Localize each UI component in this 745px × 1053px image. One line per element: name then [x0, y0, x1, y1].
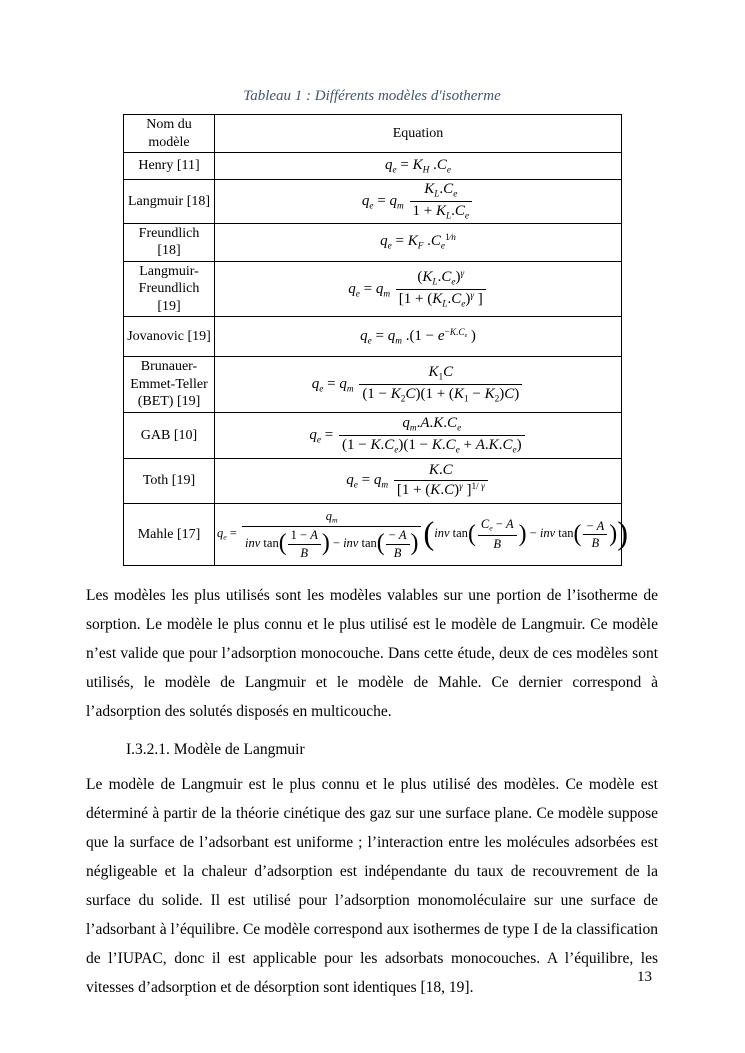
table-row: [124, 261, 622, 317]
model-name-cell: GAB [10]: [124, 412, 215, 458]
equation: $q_e = q_m$ $.(1 - e^{-K.C_e}$ ): [360, 327, 476, 347]
equation: $q_e = q_m$ $\frac{(K_L.C_e)^\gamma}{[1 + (K_L.C_e)^\gamma ]}$: [348, 281, 488, 297]
equation: $q_e = q_m$ $\frac{K.C}{[1 + (K.C)^\gamma ]^{1/ \gamma}}$: [346, 472, 489, 488]
column-header-model-name: Nom du modèle: [124, 115, 215, 153]
model-equation-cell: [215, 458, 622, 503]
model-name-cell: Jovanovic [19]: [124, 317, 215, 357]
table-header-row: [124, 115, 622, 153]
model-name-cell: Freundlich [18]: [124, 223, 215, 261]
model-equation-cell: [215, 317, 622, 357]
model-equation-cell: [215, 223, 622, 261]
column-header-equation: Equation: [215, 115, 622, 153]
model-name-cell: Toth [19]: [124, 458, 215, 503]
model-equation-cell: [215, 357, 622, 413]
paragraph-langmuir-model: Le modèle de Langmuir est le plus connu et le plus utilisé des modèles. Ce modèle est déterminé à partir de la théorie cinétique des gaz sur une surface plane. Ce modèle suppose que la surface de l’adsorbant est uniforme ; l’interaction entre les molécules adsorbées est négligeable et la chaleur d’adsorption est indépendante du taux de recouvrement de la surface du solide. Il est utilisé pour l’adsorption monomoléculaire sur une surface de l’adsorbant à l’équilibre. Ce modèle correspond aux isothermes de type I de la classification de l’IUPAC, donc il est applicable pour les adsorbats monocouches. A l’équilibre, les vitesses d’adsorption et de désorption sont identiques [18, 19].: [86, 775, 658, 996]
equation: $q_e = K_F$ $.C_e^{1⁄n}$: [380, 233, 456, 252]
equation: $q_e$ = $q_m$ inv tan( $\frac{1 - A}{B}$ ) − inv tan( $\frac{- A}{B}$ ) (inv tan( $\frac{C_e - A}{B}$ ) − inv tan( $\frac{- A}{B}$ )): [217, 508, 629, 560]
model-name-cell: Henry [11]: [124, 153, 215, 180]
equation: $q_e$ = $\frac{q_m.A.K.C_e}{(1 - K.C_e)(1 - K.C_e + A.K.C_e)}$: [309, 427, 526, 443]
equation: $q_e = K_H$ $.C_e$: [385, 157, 451, 176]
page-number: 13: [637, 969, 652, 985]
model-equation-cell: [215, 180, 622, 224]
model-equation-cell: [215, 261, 622, 317]
table-row: [124, 153, 622, 180]
table-row: [124, 357, 622, 413]
equation: $q_e = q_m$ $\frac{K_L.C_e}{1 + K_L.C_e}$: [362, 193, 474, 209]
equation: $q_e = q_m$ $\frac{K_1C}{(1 - K_2C)(1 + (K_1 - K_2)C)}$: [312, 376, 525, 392]
model-equation-cell: [215, 412, 622, 458]
section-heading: I.3.2.1. Modèle de Langmuir: [126, 740, 305, 758]
model-name-cell: Langmuir [18]: [124, 180, 215, 224]
table-row: [124, 223, 622, 261]
table-caption: Tableau 1 : Différents modèles d'isotherme: [243, 88, 501, 104]
model-name-cell: Langmuir-Freundlich [19]: [124, 261, 215, 317]
table-row: [124, 458, 622, 503]
table-row: [124, 412, 622, 458]
table-row: [124, 503, 622, 565]
model-equation-cell: [215, 153, 622, 180]
paragraph-isotherm-models: Les modèles les plus utilisés sont les modèles valables sur une portion de l’isotherme de sorption. Le modèle le plus connu et le plus utilisé est le modèle de Langmuir. Ce modèle n’est valide que pour l’adsorption monocouche. Dans cette étude, deux de ces modèles sont utilisés, le modèle de Langmuir et le modèle de Mahle. Ce dernier correspond à l’adsorption des solutés disposés en multicouche.: [86, 586, 658, 720]
model-name-cell: Mahle [17]: [124, 503, 215, 565]
model-equation-cell: [215, 503, 629, 565]
table-row: [124, 180, 622, 224]
table-row: [124, 317, 622, 357]
isotherm-models-table: [123, 114, 629, 566]
model-name-cell: Brunauer-Emmet-Teller (BET) [19]: [124, 357, 215, 413]
